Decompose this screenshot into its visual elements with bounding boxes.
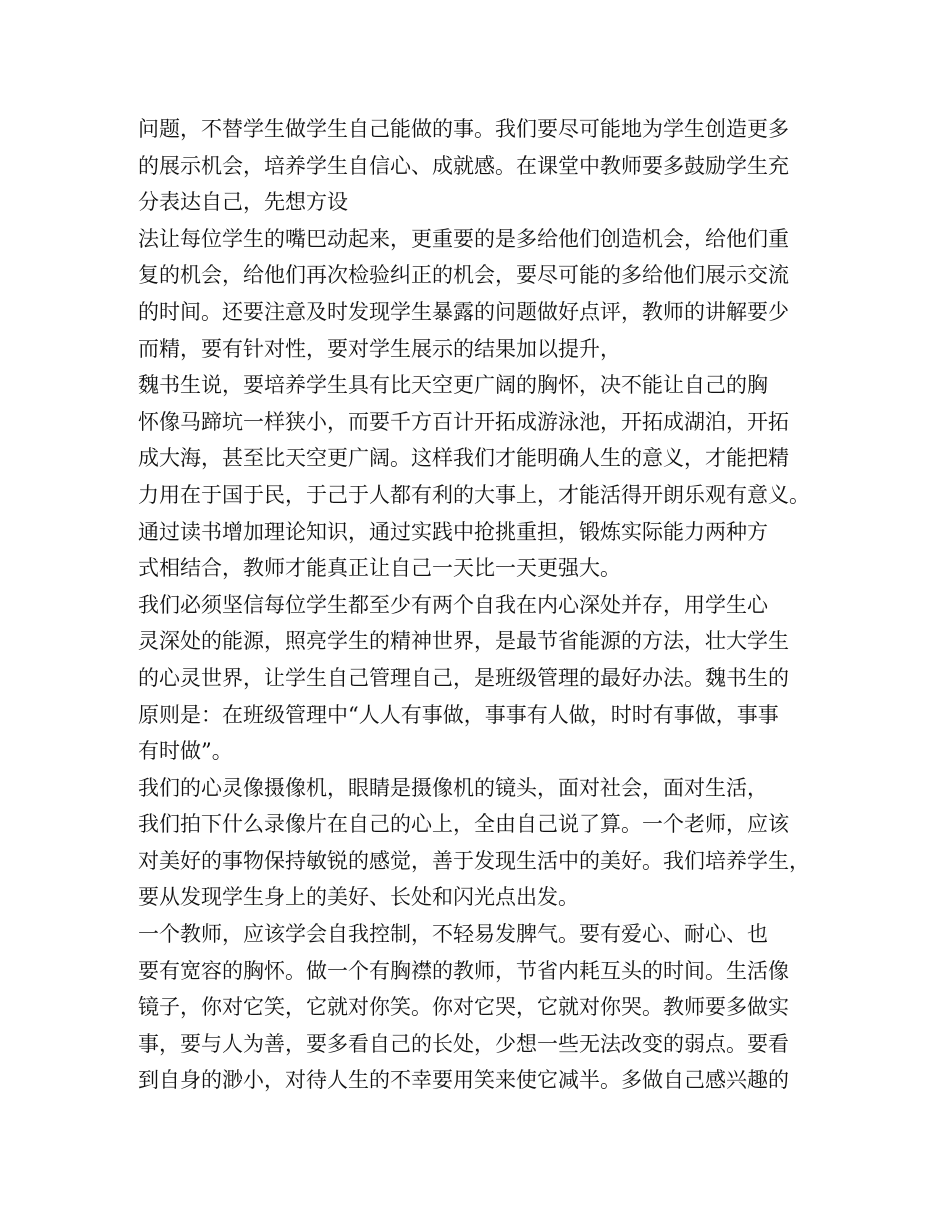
text-line: 的心灵世界，让学生自己管理自己，是班级管理的最好办法。魏书生的 [138, 665, 789, 690]
body-text [138, 111, 828, 1099]
text-line: 灵深处的能源，照亮学生的精神世界，是最节省能源的方法，壮大学生 [138, 629, 789, 654]
text-line: 有时做”。 [138, 739, 233, 764]
text-line: 力用在于国于民，于己于人都有利的大事上，才能活得开朗乐观有意义。 [138, 482, 810, 507]
text-line: 对美好的事物保持敏锐的感觉，善于发现生活中的美好。我们培养学生， [138, 848, 810, 873]
text-line: 式相结合，教师才能真正让自己一天比一天更强大。 [138, 556, 621, 581]
text-line: 原则是：在班级管理中“人人有事做，事事有人做，时时有事做，事事 [138, 702, 779, 727]
text-line: 魏书生说，要培养学生具有比天空更广阔的胸怀，决不能让自己的胸 [138, 373, 768, 398]
text-line: 的展示机会，培养学生自信心、成就感。在课堂中教师要多鼓励学生充 [138, 153, 789, 178]
text-line: 复的机会，给他们再次检验纠正的机会，要尽可能的多给他们展示交流 [138, 263, 789, 288]
text-line: 怀像马蹄坑一样狭小，而要千方百计开拓成游泳池，开拓成湖泊，开拓 [138, 409, 789, 434]
text-line: 的时间。还要注意及时发现学生暴露的问题做好点评，教师的讲解要少 [138, 299, 789, 324]
text-line: 镜子，你对它笑，它就对你笑。你对它哭，它就对你哭。教师要多做实 [138, 995, 789, 1020]
text-line: 问题，不替学生做学生自己能做的事。我们要尽可能地为学生创造更多 [138, 117, 789, 141]
text-line: 事，要与人为善，要多看自己的长处，少想一些无法改变的弱点。要看 [138, 1031, 789, 1056]
text-line: 我们必须坚信每位学生都至少有两个自我在内心深处并存，用学生心 [138, 592, 768, 617]
text-line: 一个教师，应该学会自我控制，不轻易发脾气。要有爱心、耐心、也 [138, 922, 768, 947]
text-line: 我们拍下什么录像片在自己的心上，全由自己说了算。一个老师，应该 [138, 812, 789, 837]
text-line: 通过读书增加理论知识，通过实践中抢挑重担，锻炼实际能力两种方 [138, 519, 768, 544]
text-line: 而精，要有针对性，要对学生展示的结果加以提升， [138, 336, 621, 361]
text-line: 要有宽容的胸怀。做一个有胸襟的教师，节省内耗互头的时间。生活像 [138, 958, 789, 983]
text-line: 到自身的渺小，对待人生的不幸要用笑来使它减半。多做自己感兴趣的 [138, 1068, 789, 1093]
text-line: 我们的心灵像摄像机，眼睛是摄像机的镜头，面对社会，面对生活， [138, 775, 768, 800]
text-line: 成大海，甚至比天空更广阔。这样我们才能明确人生的意义，才能把精 [138, 446, 789, 471]
text-line: 要从发现学生身上的美好、长处和闪光点出发。 [138, 885, 579, 910]
text-line: 法让每位学生的嘴巴动起来，更重要的是多给他们创造机会，给他们重 [138, 226, 789, 251]
text-line: 分表达自己，先想方设 [138, 190, 348, 215]
